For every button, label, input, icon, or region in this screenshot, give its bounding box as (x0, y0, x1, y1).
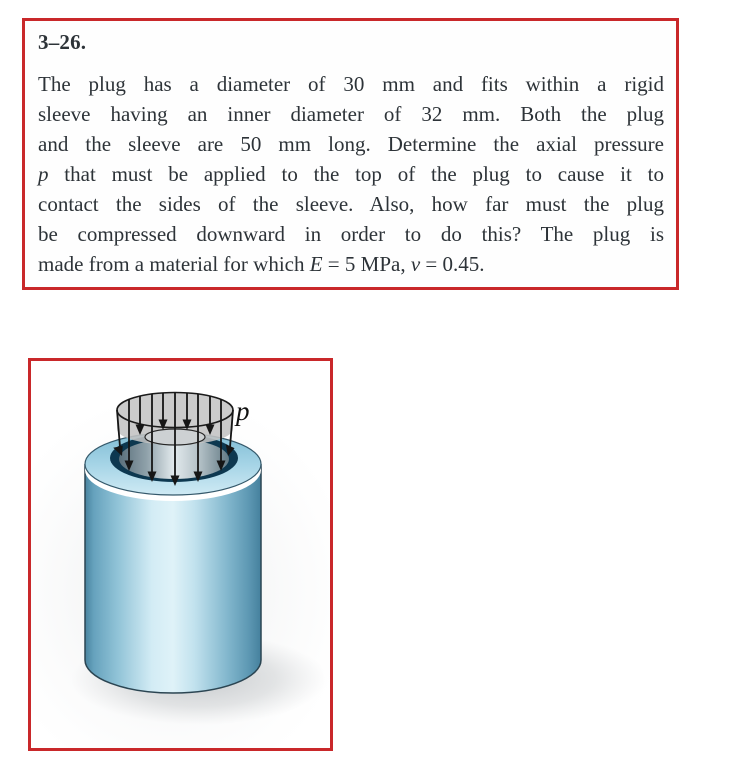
figure-svg (31, 361, 330, 748)
problem-text-line: and the sleeve are 50 mm long. Determine the axial pressure (38, 132, 664, 156)
problem-number: 3–26. (38, 30, 87, 54)
problem-box (22, 18, 679, 290)
problem-text-line: sleeve having an inner diameter of 32 mm. Both the plug (38, 102, 664, 126)
figure-box (28, 358, 333, 751)
problem-text-line: p that must be applied to the top of the plug to cause it to (38, 162, 664, 186)
problem-text-line: be compressed downward in order to do this? The plug is (38, 222, 664, 246)
problem-text-line: contact the sides of the sleeve. Also, how far must the plug (38, 192, 664, 216)
problem-text-line: The plug has a diameter of 30 mm and fits within a rigid (38, 72, 664, 96)
problem-text (38, 69, 664, 279)
pressure-label: p (236, 396, 250, 426)
problem-text-line: made from a material for which E = 5 MPa, ν = 0.45. (38, 252, 485, 276)
